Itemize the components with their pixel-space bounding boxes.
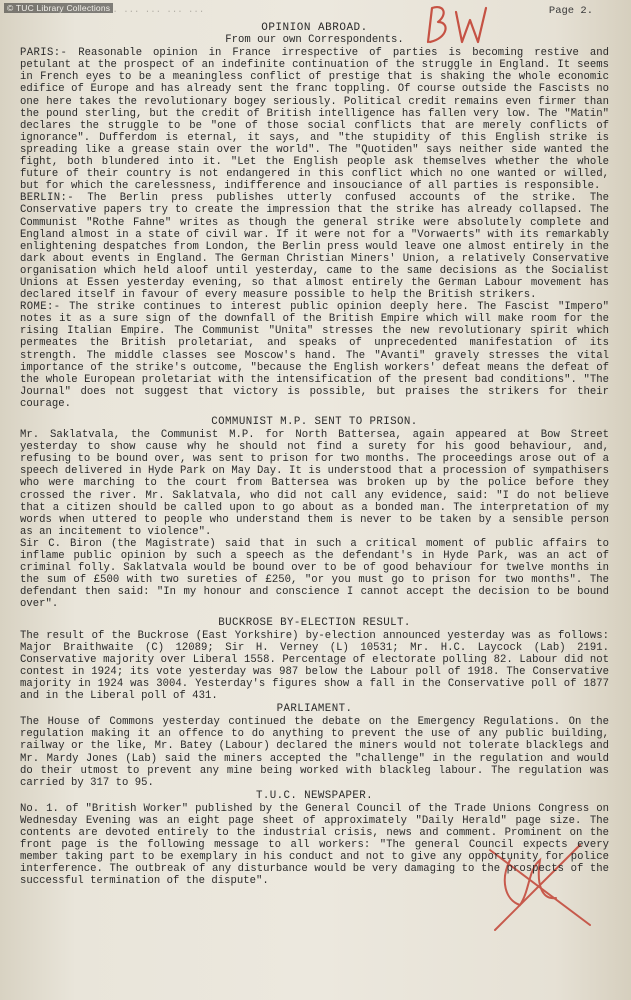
paragraph-paris-text: Reasonable opinion in France irrespective of parties is becoming restive and petulant at the prospect of an indefinite continuation of the struggle in England. It seems in French eyes to be a meaningless conflict of prestige that is shaking the whole economic edifice of Europe and has already sent the franc toppling. Of course outside the Fascists no one here takes the revolutionary bogey seriously. Political credit remains even firmer than the pound sterling, but the credit of British intelligence has fallen very low. The "Matin" declares the struggle to be "one of those social conflicts that are merely conflicts of ignorance". Dufferdom is eternal, it says, and "the stupidity of this English strike is spreading like a grease stain over the world". The "Quotiden" says neither side wanted the fight, both blundered into it. "Let the English people ask themselves whether the whole future of their country is not endangered in this conflict which no one wanted or willed, but for which the carelessness, indifference and insouciance of all parties is responsible. <box>20 47 609 193</box>
dateline-paris: PARIS:- <box>20 47 68 60</box>
dateline-berlin: BERLIN:- <box>20 192 75 205</box>
archive-credit: © TUC Library Collections <box>4 3 113 13</box>
paragraph-buckrose: The result of the Buckrose (East Yorkshire) by-election announced yesterday was as follows: Major Braithwaite (C) 12089; Sir H. Verney (L) 10531; Mr. H.C. Laycock (Lab) 2191. Conservative majority over Liberal 1558. Percentage of electorate polling 82. Labour did not contest in 1924; its vote yesterday was 987 below the Labour poll of 1918. The Conservative majority in 1924 was 3004. Yesterday's figures show a fall in the Conservative poll of 1877 and in the Liberal poll of 431. <box>20 629 609 703</box>
paragraph-parliament: The House of Commons yesterday continued the debate on the Emergency Regulations. On the regulation making it an offence to do anything to prevent the use of any public building, railway or the like, Mr. Batey (Labour) declared the miners would not tolerate blacklegs and Mr. Mardy Jones (Lab) said the miners accepted the "challenge" in the regulation and would do their utmost to prevent any mine being worked with blackleg labour. The regulation was carried by 317 to 95. <box>20 716 609 789</box>
dateline-rome: ROME:- <box>20 301 61 314</box>
section-title-opinion-abroad: OPINION ABROAD. <box>261 22 368 34</box>
paragraph-saklatvala: Mr. Saklatvala, the Communist M.P. for North Battersea, again appeared at Bow Street yesterday to show cause why he should not find a surety for his good behaviour, and, refusing to be bound over, was sent to prison for two months. The proceedings arose out of a speech delivered in Hyde Park on May Day. It is understood that a procession of sympathisers who were marching to the court from Battersea was broken up by the police before they crossed the river. Mr. Saklatvala, who did not call any evidence, said: "I do not believe that a citizen should be called upon to go about as a bonded man. The interpretation of my words when uttered to people who understand them is never to be taken by a sensible person as an incitement to violence". <box>20 429 609 538</box>
faded-header: ... ... ... ... ... ... <box>80 5 205 15</box>
section-title-parliament: PARLIAMENT. <box>276 703 353 716</box>
paragraph-rome <box>20 301 609 410</box>
paragraph-paris <box>20 47 609 192</box>
section-title-buckrose: BUCKROSE BY-ELECTION RESULT. <box>218 616 411 629</box>
paragraph-magistrate: Sir C. Biron (the Magistrate) said that in such a critical moment of public affairs to inflame public opinion by such a speech as the defendant's in Hyde Park, was an act of criminal folly. Saklatvala would be bound over to be of good behaviour for twelve months in the sum of £500 with two sureties of £250, "or you must go to prison for two months". The defendant then said: "In my honour and conscience I cannot accept the decision to be bound over". <box>20 537 609 611</box>
paragraph-berlin-text: The Berlin press publishes utterly confused accounts of the strike. The Conservative papers try to create the impression that the strike has already collapsed. The Communist "Rothe Fahne" writes as though the general strike were absolutely complete and England almost in a state of civil war. If it were not for a "Vorwaerts" with its remarkably enlightening despatches from London, the Berlin press would leave one almost entirely in the dark about events in England. The German Christian Miners' Union, a relatively Conservative organisation which held aloof until yesterday, came to the same decisions as the Socialist Unions at Essen yesterday evening, so that almost entirely the German Labour movement has declared itself in favour of every measure possible to help the British strikers. <box>20 192 609 302</box>
document-body <box>20 22 609 888</box>
section-title-tuc-newspaper: T.U.C. NEWSPAPER. <box>256 789 373 802</box>
section-subtitle-correspondents: From our own Correspondents. <box>225 34 404 47</box>
section-title-communist-mp: COMMUNIST M.P. SENT TO PRISON. <box>211 416 418 428</box>
page-number: Page 2. <box>548 5 593 17</box>
paragraph-berlin <box>20 192 609 301</box>
paragraph-tuc-newspaper: No. 1. of "British Worker" published by the General Council of the Trade Unions Congress on Wednesday Evening was an eight page sheet of approximately "Daily Herald" page size. The contents are devoted entirely to the industrial crisis, news and comment. Prominent on the front page is the following message to all workers: "The general Council expects every member taking part to be exemplary in his conduct and not to give any opportunity for police interference. The outbreak of any disturbance would be very damaging to the prospects of the successful termination of the dispute". <box>20 802 609 888</box>
paragraph-rome-text: The strike continues to interest public opinion deeply here. The Fascist "Impero" notes it as a sure sign of the downfall of the British Empire which will make room for the rising Italian Empire. The Communist "Unita" stresses the new revolutionary spirit which permeates the British proletariat, and speaks of unprecedented manifestation of its strength. The middle classes see Moscow's hand. The "Avanti" gravely stresses the vital importance of the strike's outcome, "because the English workers' defeat means the defeat of the whole European proletariat with the intensification of the present bad conditions". "The Journal" does not suggest that victory is possible, but praises the strikers for their courage. <box>20 301 609 410</box>
